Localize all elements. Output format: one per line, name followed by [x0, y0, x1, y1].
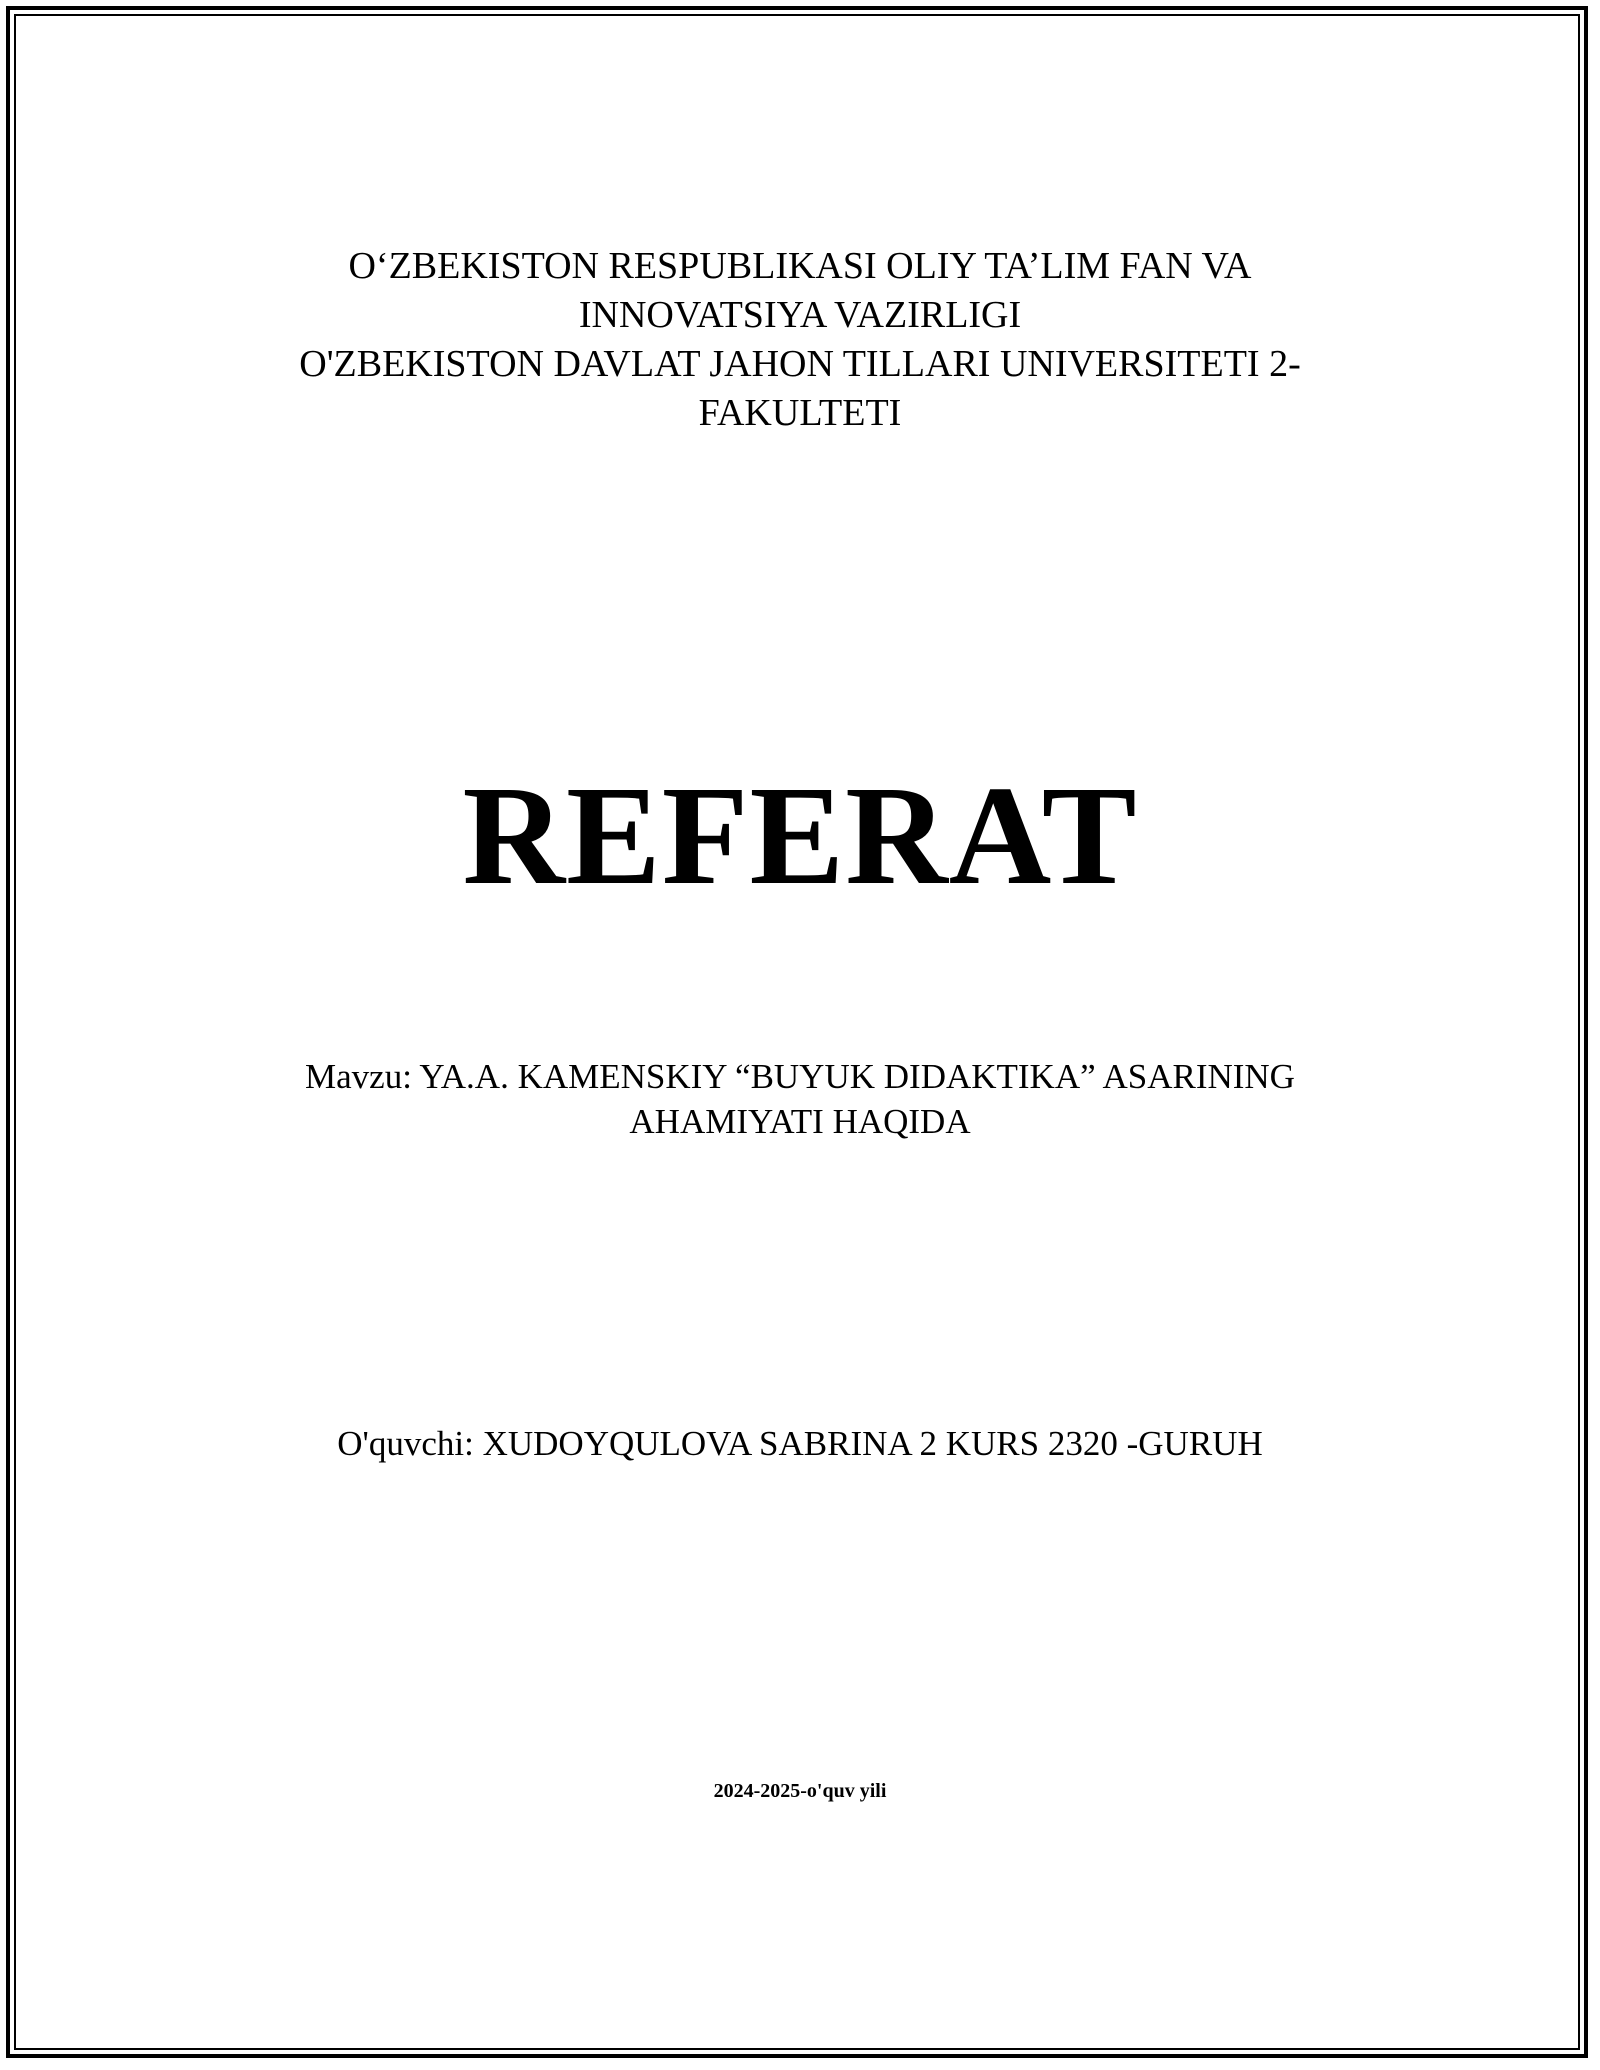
topic-line: Mavzu: YA.A. KAMENSKIY “BUYUK DIDAKTIKA” ASARINING [305, 1057, 1295, 1096]
header-line: O'ZBEKISTON DAVLAT JAHON TILLARI UNIVERSITETI 2- [299, 343, 1301, 385]
document-title: REFERAT [462, 756, 1138, 914]
header-line: FAKULTETI [698, 392, 902, 434]
ministry-header [0, 242, 1600, 438]
header-line: O‘ZBEKISTON RESPUBLIKASI OLIY TA’LIM FAN VA [348, 245, 1252, 287]
topic-line: AHAMIYATI HAQIDA [629, 1102, 971, 1141]
topic-block [0, 1054, 1600, 1144]
student-info: O'quvchi: XUDOYQULOVA SABRINA 2 KURS 2320 -GURUH [337, 1424, 1263, 1463]
header-line: INNOVATSIYA VAZIRLIGI [578, 294, 1022, 336]
academic-year: 2024-2025-o'quv yili [713, 1780, 887, 1802]
